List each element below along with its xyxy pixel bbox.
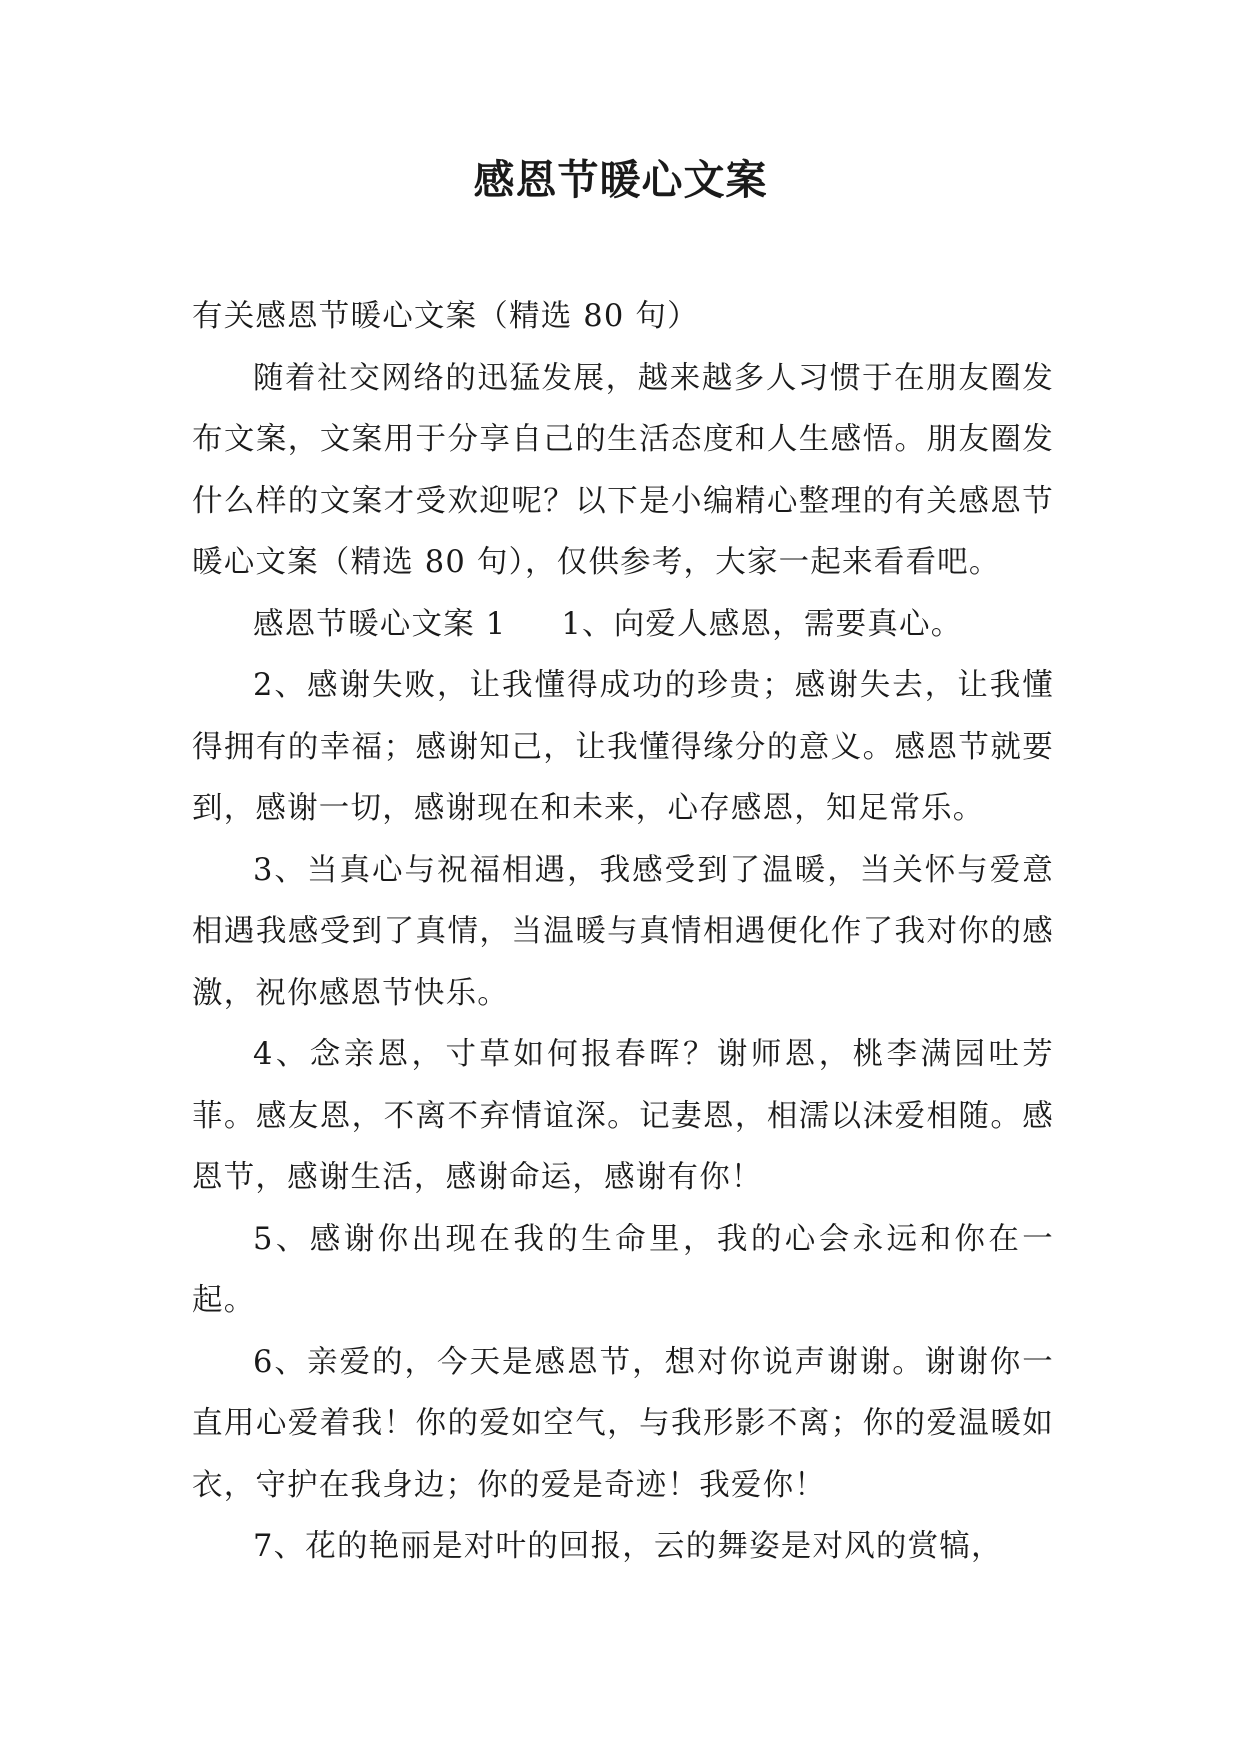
section-heading: 感恩节暖心文案 1 bbox=[253, 606, 507, 642]
section-line bbox=[192, 594, 1054, 656]
document-subtitle: 有关感恩节暖心文案（精选 80 句） bbox=[192, 299, 699, 334]
list-item: 5、感谢你出现在我的生命里，我的心会永远和你在一起。 bbox=[192, 1221, 1054, 1318]
list-item: 6、亲爱的，今天是感恩节，想对你说声谢谢。谢谢你一直用心爱着我！你的爱如空气，与我形影不离；你的爱温暖如衣，守护在我身边；你的爱是奇迹！我爱你！ bbox=[192, 1344, 1054, 1503]
list-item: 4、念亲恩，寸草如何报春晖？谢师恩，桃李满园吐芳菲。感友恩，不离不弃情谊深。记妻恩，相濡以沫爱相随。感恩节，感谢生活，感谢命运，感谢有你！ bbox=[192, 1037, 1054, 1195]
list-item: 3、当真心与祝福相遇，我感受到了温暖，当关怀与爱意相遇我感受到了真情，当温暖与真情相遇便化作了我对你的感激，祝你感恩节快乐。 bbox=[192, 852, 1054, 1011]
list-item: 1、向爱人感恩，需要真心。 bbox=[561, 606, 963, 642]
list-item: 2、感谢失败，让我懂得成功的珍贵；感谢失去，让我懂得拥有的幸福；感谢知己，让我懂得缘分的意义。感恩节就要到，感谢一切，感谢现在和未来，心存感恩，知足常乐。 bbox=[192, 668, 1054, 826]
document-title: 感恩节暖心文案 bbox=[473, 156, 768, 204]
intro-paragraph: 随着社交网络的迅猛发展，越来越多人习惯于在朋友圈发布文案，文案用于分享自己的生活态度和人生感悟。朋友圈发什么样的文案才受欢迎呢？以下是小编精心整理的有关感恩节暖心文案（精选 80 句），仅供参考，大家一起来看看吧。 bbox=[192, 360, 1054, 580]
document-body bbox=[192, 286, 1054, 1578]
list-item: 7、花的艳丽是对叶的回报，云的舞姿是对风的赏犒， bbox=[253, 1529, 1003, 1564]
